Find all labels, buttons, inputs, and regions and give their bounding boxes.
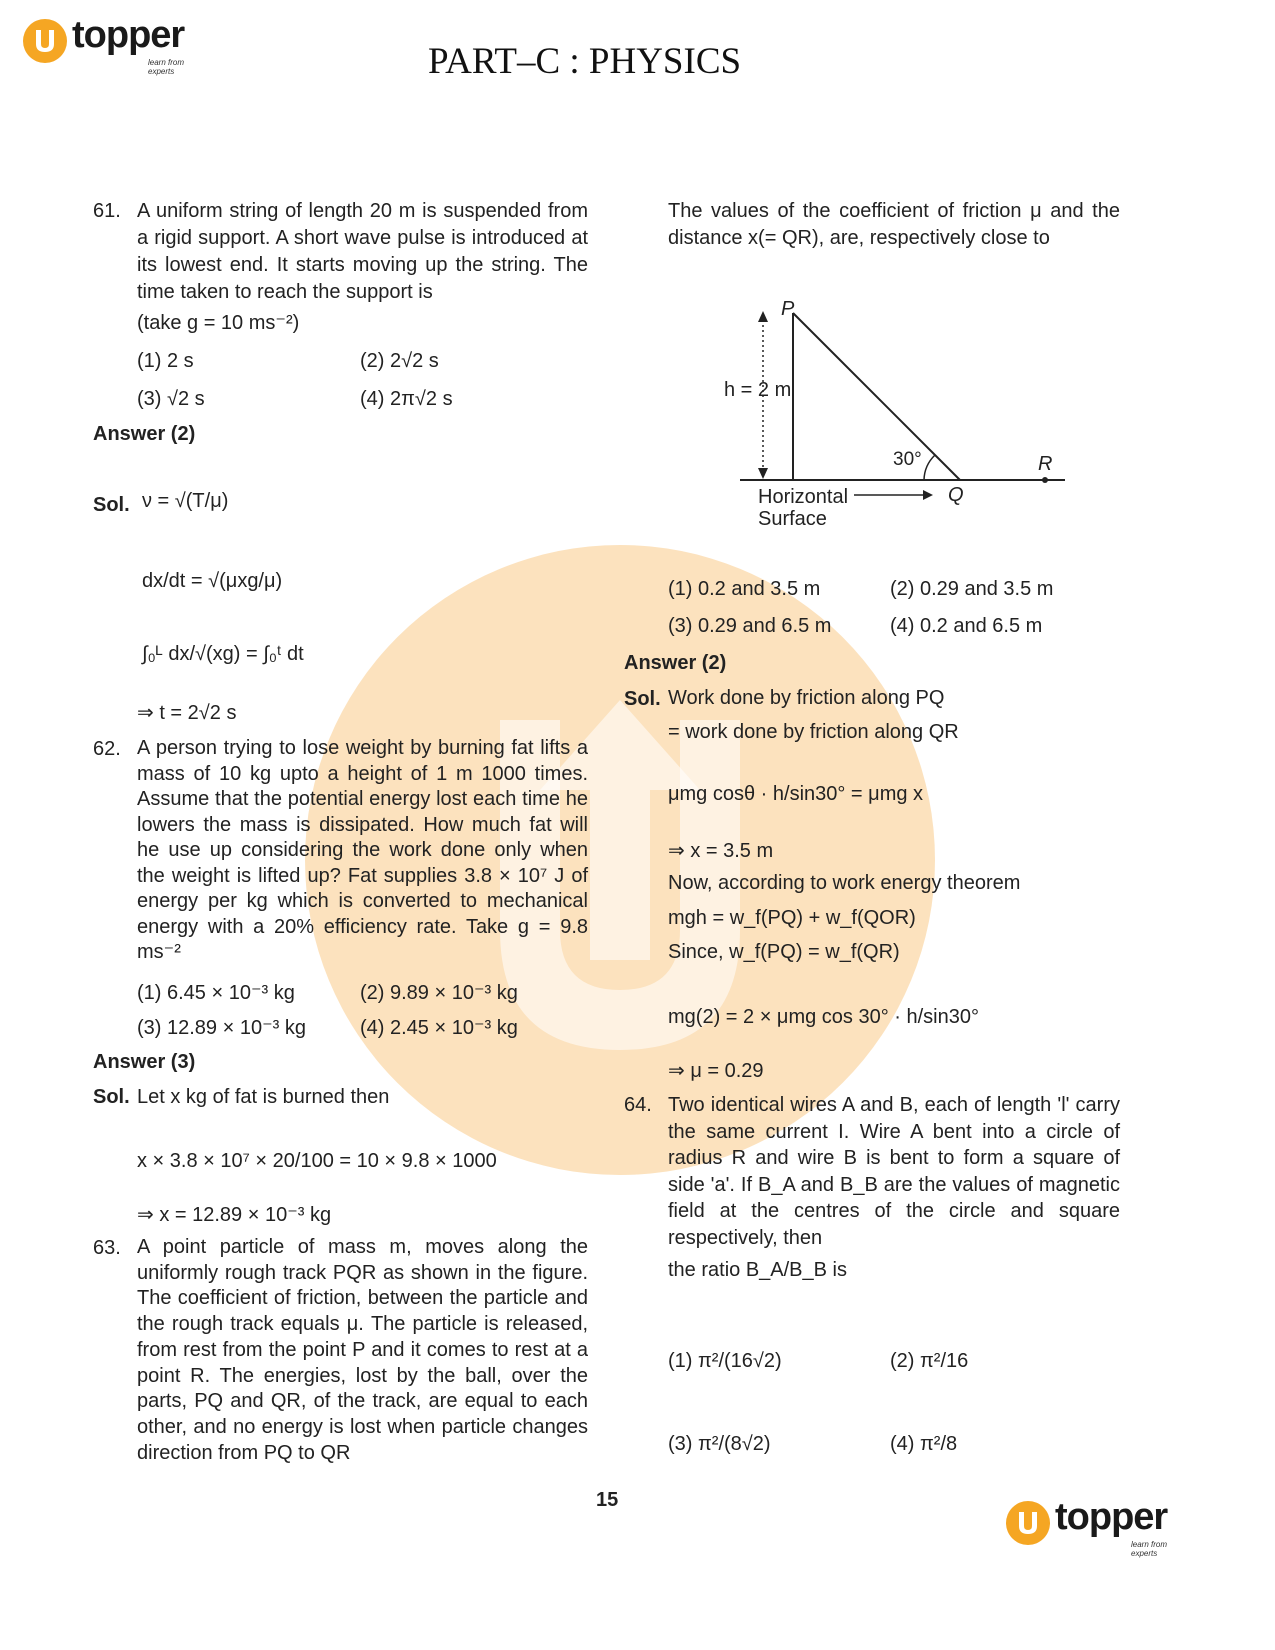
q63-sol-line-1: Work done by friction along PQ [668,687,945,709]
q61-sol-label: Sol. [93,494,130,516]
q64-option-3: (3) π²/(8√2) [668,1433,771,1455]
q64-text: Two identical wires A and B, each of length 'l' carry the same current I. Wire A bent into a circle of radius R and wire B is bent to form a square of side 'a'. If B_A and B_B are the values of magnetic field at the centres of the circle and square respectively, then [668,1094,1120,1249]
q63-sol-label: Sol. [624,688,661,710]
label-height: h = 2 m [724,379,792,401]
brand-tagline: learn from experts [148,58,185,76]
q62-sol-label: Sol. [93,1086,130,1108]
q62-option-4: (4) 2.45 × 10⁻³ kg [360,1017,518,1039]
label-q: Q [948,484,964,506]
q63-sol-line-5: Now, according to work energy theorem [668,872,1021,894]
label-surface-2: Surface [758,508,827,530]
q61-option-1: (1) 2 s [137,350,194,372]
topper-logo [22,14,212,74]
label-r: R [1038,453,1053,475]
q62-option-3: (3) 12.89 × 10⁻³ kg [137,1017,306,1039]
u-logo-icon [22,18,68,64]
footer-logo [1005,1496,1195,1556]
height-arrow-head-up [758,311,768,322]
q64-ratio: the ratio B_A/B_B is [668,1259,847,1281]
q63-option-1: (1) 0.2 and 3.5 m [668,578,821,600]
q62-option-1: (1) 6.45 × 10⁻³ kg [137,982,295,1004]
q64-option-2: (2) π²/16 [890,1350,969,1372]
q61-sol-line-2: dx/dt = √(μxg/μ) [142,570,283,592]
q64-option-1: (1) π²/(16√2) [668,1350,782,1372]
q61-sol-line-4: ⇒ t = 2√2 s [137,702,237,724]
q62-number: 62. [93,738,121,760]
q63-text: A point particle of mass m, moves along the uniformly rough track PQR as shown in the figure. The coefficient of friction, between the particle and the rough track equals μ. The particle is released, from rest from the point P and it comes to rest at a point R. The energies, lost by the ball, over the parts, PQ and QR, of the track, are equal to each other, and no energy is lost when particle changes direction from PQ to QR [137,1236,588,1464]
q64-number: 64. [624,1094,652,1116]
q63-option-4: (4) 0.2 and 6.5 m [890,615,1043,637]
brand-name: topper [72,14,185,56]
q64-option-4: (4) π²/8 [890,1433,958,1455]
q61-option-3: (3) √2 s [137,388,205,410]
q62-sol-line-2: ⇒ x = 12.89 × 10⁻³ kg [137,1204,332,1226]
q63-sol-line-6: mgh = w_f(PQ) + w_f(QOR) [668,907,916,929]
footer-brand-name: topper [1055,1496,1168,1538]
angle-arc [924,455,935,480]
label-surface-1: Horizontal [758,486,849,508]
q63-sol-line-7: Since, w_f(PQ) = w_f(QR) [668,941,900,963]
surface-arrow-head [923,490,933,500]
label-angle: 30° [893,449,922,470]
q61-sol-line-3: ∫₀ᴸ dx/√(xg) = ∫₀ᵗ dt [142,643,304,665]
q62-answer: Answer (3) [93,1051,196,1073]
q61-number: 61. [93,200,121,222]
q63-answer: Answer (2) [624,652,727,674]
q62-option-2: (2) 9.89 × 10⁻³ kg [360,982,518,1004]
q63-continuation: The values of the coefficient of friction μ and the distance x(= QR), are, respectively close to [668,200,1120,249]
q61-answer: Answer (2) [93,423,196,445]
q63-sol-line-4: ⇒ x = 3.5 m [668,840,774,862]
label-p: P [781,298,795,320]
page-title: PART–C : PHYSICS [428,41,742,82]
point-r [1042,477,1048,483]
q62-sol-intro: Let x kg of fat is burned then [137,1086,390,1108]
q62-sol-line-1: x × 3.8 × 10⁷ × 20/100 = 10 × 9.8 × 1000 [137,1150,497,1172]
q61-option-2: (2) 2√2 s [360,350,439,372]
q61-sol-line-1: ν = √(T/μ) [142,490,229,512]
q61-given: (take g = 10 ms⁻²) [137,312,300,334]
q61-text: A uniform string of length 20 m is suspended from a rigid support. A short wave pulse is introduced at its lowest end. It starts moving up the string. The time taken to reach the support is [137,200,588,303]
q63-option-3: (3) 0.29 and 6.5 m [668,615,832,637]
q63-sol-line-2: = work done by friction along QR [668,721,959,743]
q63-sol-line-3: μmg cosθ · h/sin30° = μmg x [668,783,924,805]
q61-option-4: (4) 2π√2 s [360,388,453,410]
q63-sol-line-9: ⇒ μ = 0.29 [668,1060,764,1082]
u-logo-footer-icon [1005,1500,1051,1546]
q63-number: 63. [93,1237,121,1259]
q63-sol-line-8: mg(2) = 2 × μmg cos 30° · h/sin30° [668,1006,979,1028]
q62-text: A person trying to lose weight by burning fat lifts a mass of 10 kg upto a height of 1 m 1000 times. Assume that the potential energy lost each time he lowers the mass is dissipated. How much fat will he use up considering the work done only when the weight is lifted up? Fat supplies 3.8 × 10⁷ J of energy per kg which is converted to mechanical energy with a 20% efficiency rate. Take g = 9.8 ms⁻² [137,737,588,963]
page-number: 15 [596,1489,619,1511]
footer-brand-tagline: learn from experts [1131,1540,1168,1558]
q63-option-2: (2) 0.29 and 3.5 m [890,578,1054,600]
height-arrow-head-down [758,468,768,479]
